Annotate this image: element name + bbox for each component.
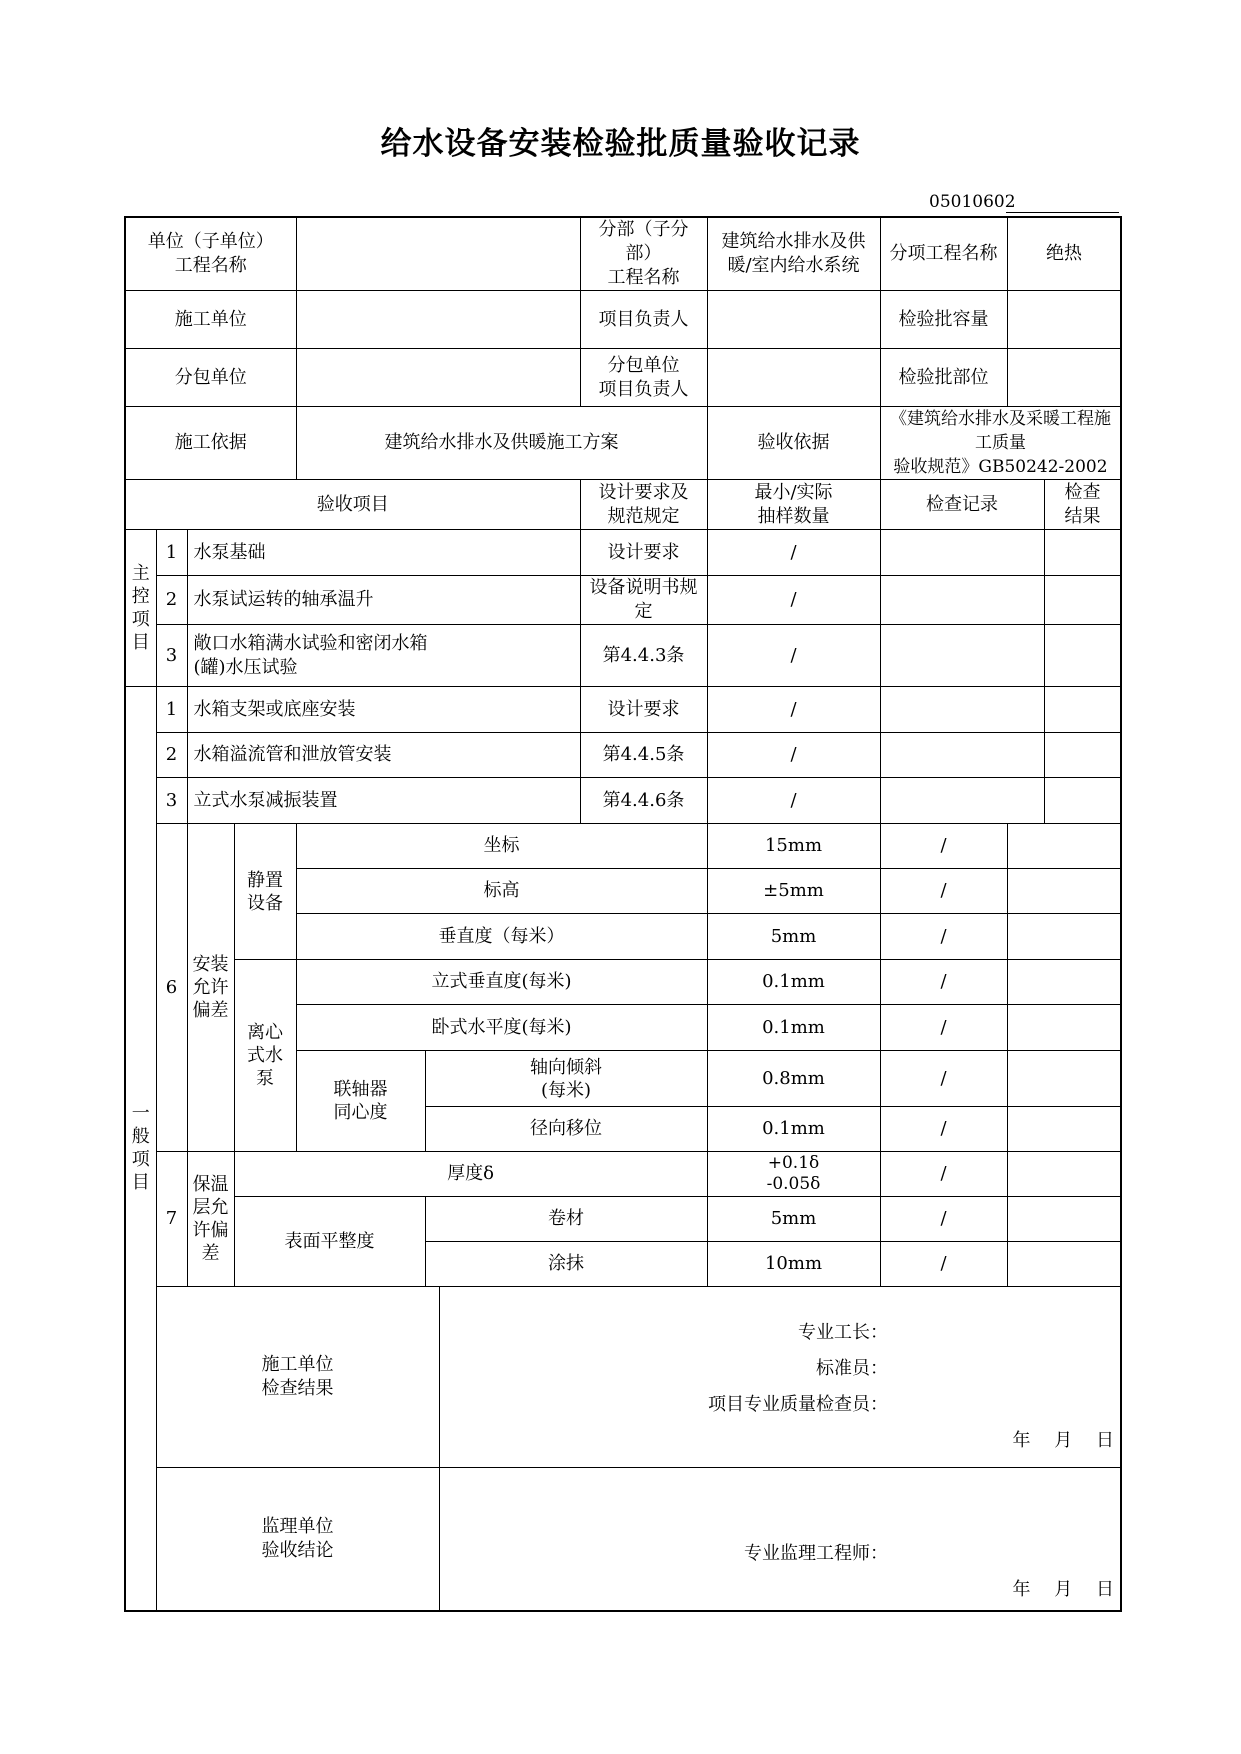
sample-count: / bbox=[707, 733, 880, 778]
supervisor-conclusion-label: 监理单位 验收结论 bbox=[156, 1468, 439, 1611]
form-code-underline bbox=[1006, 212, 1119, 213]
unit-label: 单位（子单位） 工程名称 bbox=[125, 217, 296, 291]
sample-count: / bbox=[880, 960, 1007, 1005]
check-result-cell[interactable] bbox=[1044, 530, 1121, 576]
item-number: 6 bbox=[156, 824, 187, 1152]
design-requirement: 设备说明书规定 bbox=[580, 576, 707, 625]
check-record-cell[interactable] bbox=[1007, 1242, 1121, 1287]
sub-item-name: 立式垂直度(每米) bbox=[296, 960, 707, 1005]
location-value[interactable] bbox=[1007, 349, 1121, 407]
subcontractor-label: 分包单位 bbox=[125, 349, 296, 407]
check-result-cell[interactable] bbox=[1044, 733, 1121, 778]
check-record-cell[interactable] bbox=[1007, 869, 1121, 914]
check-record-cell[interactable] bbox=[1007, 1107, 1121, 1152]
check-result-cell[interactable] bbox=[1044, 778, 1121, 824]
col-sample-header: 最小/实际 抽样数量 bbox=[707, 480, 880, 530]
main-control-label: 主 控 项 目 bbox=[125, 530, 156, 687]
item-name: 水泵基础 bbox=[187, 530, 580, 576]
check-record-cell[interactable] bbox=[880, 625, 1044, 687]
sub-item-name: 卧式水平度(每米) bbox=[296, 1005, 707, 1051]
unit-value[interactable] bbox=[296, 217, 580, 291]
item-number: 2 bbox=[156, 733, 187, 778]
sub-item-name: 径向移位 bbox=[425, 1107, 707, 1152]
check-result-cell[interactable] bbox=[1044, 576, 1121, 625]
subcontractor-value[interactable] bbox=[296, 349, 580, 407]
subitem-value[interactable]: 绝热 bbox=[1007, 217, 1121, 291]
coupling-concentricity-label: 联轴器 同心度 bbox=[296, 1051, 425, 1152]
design-requirement: 第4.4.5条 bbox=[580, 733, 707, 778]
sub-pm-label: 分包单位 项目负责人 bbox=[580, 349, 707, 407]
sub-item-name: 标高 bbox=[296, 869, 707, 914]
sample-count: / bbox=[707, 530, 880, 576]
col-design-header: 设计要求及 规范规定 bbox=[580, 480, 707, 530]
check-record-cell[interactable] bbox=[1007, 960, 1121, 1005]
thickness-label: 厚度δ bbox=[234, 1152, 707, 1197]
general-label: 一 般 项 目 bbox=[125, 687, 156, 1611]
design-requirement: 0.1mm bbox=[707, 1005, 880, 1051]
sample-count: / bbox=[707, 576, 880, 625]
check-record-cell[interactable] bbox=[880, 687, 1044, 733]
check-record-cell[interactable] bbox=[1007, 1152, 1121, 1197]
foreman-signature[interactable]: 专业工长： bbox=[798, 1322, 888, 1343]
sample-count: / bbox=[707, 778, 880, 824]
contractor-date[interactable]: 年 月 日 bbox=[1012, 1430, 1114, 1451]
accept-basis-value: 《建筑给水排水及采暖工程施工质量 验收规范》GB50242-2002 bbox=[880, 407, 1121, 480]
item-number: 3 bbox=[156, 778, 187, 824]
design-requirement: 5mm bbox=[707, 1197, 880, 1242]
supervisor-engineer-signature[interactable]: 专业监理工程师： bbox=[744, 1543, 888, 1564]
division-value[interactable]: 建筑给水排水及供 暖/室内给水系统 bbox=[707, 217, 880, 291]
sub-pm-value[interactable] bbox=[707, 349, 880, 407]
col-record-header: 检查记录 bbox=[880, 480, 1044, 530]
item-number: 1 bbox=[156, 530, 187, 576]
design-requirement: 0.8mm bbox=[707, 1051, 880, 1107]
thickness-design: +0.1δ -0.05δ bbox=[707, 1152, 880, 1197]
sample-count: / bbox=[707, 625, 880, 687]
form-code: 05010602 bbox=[929, 192, 1016, 212]
inspection-record-table bbox=[124, 216, 1122, 1612]
contractor-value[interactable] bbox=[296, 291, 580, 349]
check-record-cell[interactable] bbox=[1007, 1005, 1121, 1051]
location-label: 检验批部位 bbox=[880, 349, 1007, 407]
supervisor-conclusion-area[interactable] bbox=[439, 1468, 1121, 1611]
sub-item-name: 卷材 bbox=[425, 1197, 707, 1242]
item-name: 水泵试运转的轴承温升 bbox=[187, 576, 580, 625]
design-requirement: 设计要求 bbox=[580, 530, 707, 576]
design-requirement: 0.1mm bbox=[707, 1107, 880, 1152]
accept-basis-label: 验收依据 bbox=[707, 407, 880, 480]
capacity-label: 检验批容量 bbox=[880, 291, 1007, 349]
basis-value[interactable]: 建筑给水排水及供暖施工方案 bbox=[296, 407, 707, 480]
sub-item-name: 轴向倾斜 (每米) bbox=[425, 1051, 707, 1107]
check-record-cell[interactable] bbox=[1007, 824, 1121, 869]
design-requirement: 5mm bbox=[707, 914, 880, 960]
design-requirement: 第4.4.6条 bbox=[580, 778, 707, 824]
item-name: 水箱溢流管和泄放管安装 bbox=[187, 733, 580, 778]
sub-item-name: 垂直度（每米） bbox=[296, 914, 707, 960]
item-number: 7 bbox=[156, 1152, 187, 1287]
sub-item-name: 涂抹 bbox=[425, 1242, 707, 1287]
tolerance-label: 安装 允许 偏差 bbox=[187, 824, 234, 1152]
sample-count: / bbox=[880, 1005, 1007, 1051]
subitem-label: 分项工程名称 bbox=[880, 217, 1007, 291]
sample-count: / bbox=[880, 914, 1007, 960]
design-requirement: 设计要求 bbox=[580, 687, 707, 733]
col-item-header: 验收项目 bbox=[125, 480, 580, 530]
sample-count: / bbox=[880, 1051, 1007, 1107]
division-label: 分部（子分部） 工程名称 bbox=[580, 217, 707, 291]
item-number: 3 bbox=[156, 625, 187, 687]
item-name: 立式水泵减振装置 bbox=[187, 778, 580, 824]
sample-count: / bbox=[880, 869, 1007, 914]
check-result-cell[interactable] bbox=[1044, 625, 1121, 687]
item-name: 敞口水箱满水试验和密闭水箱 (罐)水压试验 bbox=[187, 625, 580, 687]
sample-count: / bbox=[880, 1242, 1007, 1287]
contractor-label: 施工单位 bbox=[125, 291, 296, 349]
check-record-cell[interactable] bbox=[1007, 1197, 1121, 1242]
check-record-cell[interactable] bbox=[880, 530, 1044, 576]
check-record-cell[interactable] bbox=[880, 778, 1044, 824]
check-result-cell[interactable] bbox=[1044, 687, 1121, 733]
sample-count: / bbox=[707, 687, 880, 733]
insulation-tolerance-label: 保温 层允 许偏 差 bbox=[187, 1152, 234, 1287]
sub-item-name: 坐标 bbox=[296, 824, 707, 869]
design-requirement: 15mm bbox=[707, 824, 880, 869]
item-name: 水箱支架或底座安装 bbox=[187, 687, 580, 733]
sample-count: / bbox=[880, 1107, 1007, 1152]
supervisor-date[interactable]: 年 月 日 bbox=[1012, 1579, 1114, 1600]
sample-count: / bbox=[880, 1197, 1007, 1242]
contractor-check-area[interactable] bbox=[439, 1287, 1121, 1468]
item-number: 2 bbox=[156, 576, 187, 625]
sample-count: / bbox=[880, 1152, 1007, 1197]
check-record-cell[interactable] bbox=[880, 733, 1044, 778]
surface-flatness-label: 表面平整度 bbox=[234, 1197, 425, 1287]
page-title: 给水设备安装检验批质量验收记录 bbox=[380, 126, 861, 162]
check-record-cell[interactable] bbox=[1007, 1051, 1121, 1107]
check-record-cell[interactable] bbox=[1007, 914, 1121, 960]
pm-value[interactable] bbox=[707, 291, 880, 349]
design-requirement: 10mm bbox=[707, 1242, 880, 1287]
check-record-cell[interactable] bbox=[880, 576, 1044, 625]
pm-label: 项目负责人 bbox=[580, 291, 707, 349]
standard-signature[interactable]: 标准员： bbox=[816, 1358, 888, 1379]
item-number: 1 bbox=[156, 687, 187, 733]
col-result-header: 检查 结果 bbox=[1044, 480, 1121, 530]
capacity-value[interactable] bbox=[1007, 291, 1121, 349]
design-requirement: ±5mm bbox=[707, 869, 880, 914]
design-requirement: 第4.4.3条 bbox=[580, 625, 707, 687]
basis-label: 施工依据 bbox=[125, 407, 296, 480]
design-requirement: 0.1mm bbox=[707, 960, 880, 1005]
sample-count: / bbox=[880, 824, 1007, 869]
static-equipment-label: 静置 设备 bbox=[234, 824, 296, 960]
quality-inspector-signature[interactable]: 项目专业质量检查员： bbox=[708, 1394, 888, 1415]
centrifugal-pump-label: 离心 式水 泵 bbox=[234, 960, 296, 1152]
contractor-check-label: 施工单位 检查结果 bbox=[156, 1287, 439, 1468]
